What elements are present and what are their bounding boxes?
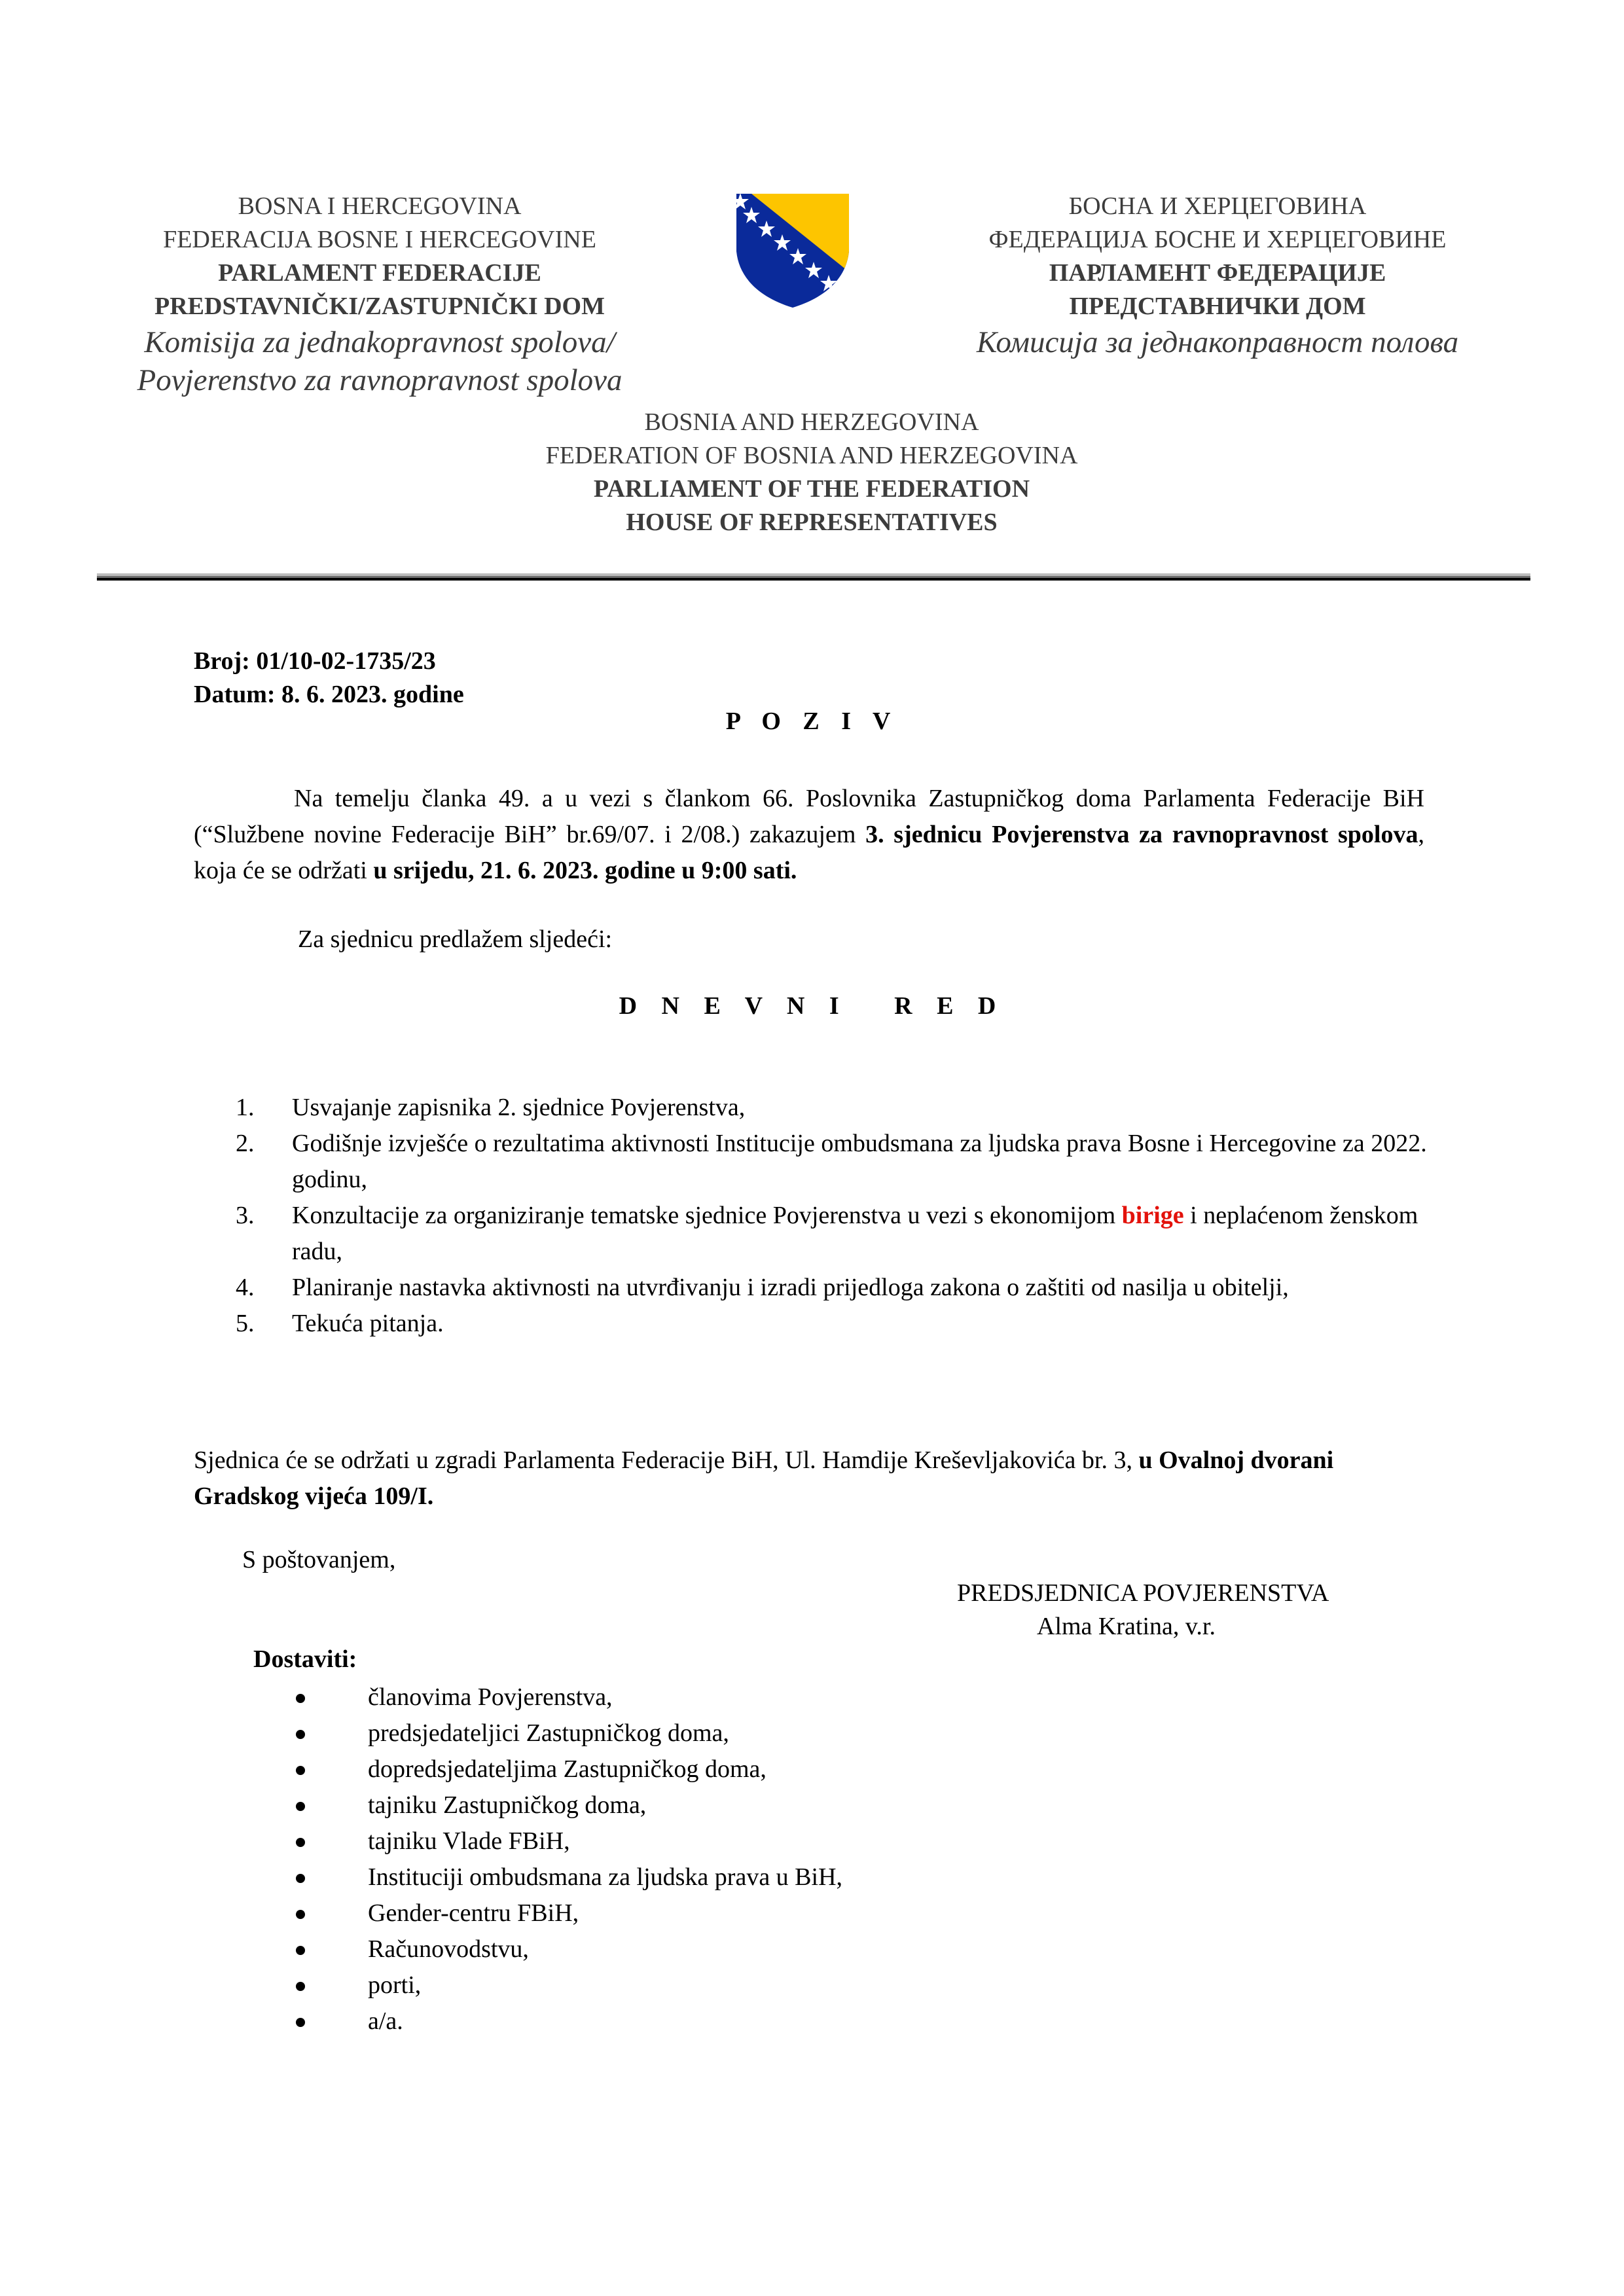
document-reference: [194, 645, 464, 711]
recipient-item: [288, 1787, 842, 1823]
agenda-title: D N E V N I R E D: [619, 992, 1005, 1020]
letterhead-federation-cyr: ФЕДЕРАЦИЈА БОСНЕ И ХЕРЦЕГОВИНЕ: [988, 226, 1447, 253]
agenda-item-number: 1.: [236, 1094, 255, 1121]
agenda-item-number: 5.: [236, 1310, 255, 1337]
agenda-item-text: Tekuća pitanja.: [292, 1310, 444, 1337]
letterhead-english: [419, 406, 1204, 539]
agenda-item: [236, 1126, 1427, 1198]
session-datetime: u srijedu, 21. 6. 2023. godine u 9:00 sati.: [373, 857, 797, 884]
letterhead-parliament-en: PARLIAMENT OF THE FEDERATION: [593, 475, 1030, 503]
recipient-text: Gender-centru FBiH,: [368, 1899, 579, 1927]
letterhead-commission-cyr: Комисија за једнакоправност полова: [976, 325, 1459, 359]
recipient-item: [288, 1931, 842, 1967]
recipient-text: Računovodstvu,: [368, 1935, 529, 1963]
distribution-list: [288, 1679, 842, 2039]
signatory-title: PREDSJEDNICA POVJERENSTVA: [957, 1579, 1329, 1607]
bullet-icon: [296, 1874, 305, 1883]
recipient-text: a/a.: [368, 2007, 403, 2035]
letterhead-house-en: HOUSE OF REPRESENTATIVES: [626, 509, 998, 536]
highlighted-word: birige: [1121, 1202, 1184, 1229]
agenda-item-number: 3.: [236, 1202, 255, 1229]
venue-text: Sjednica će se održati u zgradi Parlamenta Federacije BiH, Ul. Hamdije Kreševljakovića br. 3,: [194, 1446, 1139, 1474]
document-date: Datum: 8. 6. 2023. godine: [194, 681, 464, 708]
recipient-text: dopredsjedateljima Zastupničkog doma,: [368, 1755, 767, 1783]
recipient-item: [288, 1967, 842, 2003]
agenda-item-text: Godišnje izvješće o rezultatima aktivnosti Institucije ombudsmana za ljudska prava Bosne i Hercegovine za 2022. godinu,: [292, 1130, 1427, 1193]
letterhead-commission: Komisija za jednakopravnost spolova/: [144, 325, 615, 359]
paragraph-text: Na temelju članka 49. a u vezi s člankom 66. Poslovnika Zastupničkog doma Parlamenta Federacije BiH (“Službene novine Federacije BiH” br.69/07. i 2/08.) zakazujem: [194, 785, 1424, 848]
letterhead-parliament-cyr: ПАРЛАМЕНТ ФЕДЕРАЦИЈЕ: [1049, 259, 1386, 287]
document-title: P O Z I V: [725, 708, 899, 735]
agenda-item-text: Usvajanje zapisnika 2. sjednice Povjerenstva,: [292, 1094, 746, 1121]
recipient-item: [288, 1679, 842, 1715]
invitation-paragraph: [194, 781, 1424, 889]
recipient-item: [288, 2003, 842, 2039]
agenda-item: [236, 1090, 1427, 1126]
bullet-icon: [296, 1730, 305, 1739]
agenda-item: [236, 1198, 1427, 1270]
venue-paragraph: [194, 1443, 1424, 1515]
bullet-icon: [296, 1838, 305, 1847]
letterhead-house: PREDSTAVNIČKI/ZASTUPNIČKI DOM: [154, 293, 605, 320]
recipient-text: članovima Povjerenstva,: [368, 1683, 613, 1711]
letterhead-country-cyr: БОСНА И ХЕРЦЕГОВИНА: [1068, 192, 1367, 220]
agenda-item: [236, 1270, 1427, 1306]
letterhead-house-cyr: ПРЕДСТАВНИЧКИ ДОМ: [1069, 293, 1366, 320]
letterhead-cyrillic: [929, 190, 1506, 361]
bullet-icon: [296, 1910, 305, 1919]
recipient-item: [288, 1823, 842, 1859]
closing-regards: S poštovanjem,: [242, 1546, 396, 1573]
recipient-item: [288, 1751, 842, 1787]
bih-coat-of-arms-icon: [735, 192, 850, 308]
bullet-icon: [296, 2018, 305, 2027]
letterhead-federation-en: FEDERATION OF BOSNIA AND HERZEGOVINA: [545, 442, 1078, 469]
recipient-item: [288, 1715, 842, 1751]
letterhead-latin: [98, 190, 661, 399]
agenda-item-number: 2.: [236, 1130, 255, 1157]
agenda-intro: Za sjednicu predlažem sljedeći:: [298, 925, 613, 953]
document-number: Broj: 01/10-02-1735/23: [194, 647, 436, 675]
agenda-item-text: Planiranje nastavka aktivnosti na utvrđivanju i izradi prijedloga zakona o zaštiti od nasilja u obitelji,: [292, 1274, 1289, 1301]
recipient-text: porti,: [368, 1971, 422, 1999]
agenda-item: [236, 1306, 1427, 1342]
agenda-list: [236, 1090, 1427, 1342]
paragraph-text-2: , koja će se održati: [194, 821, 1424, 884]
bullet-icon: [296, 1694, 305, 1703]
bullet-icon: [296, 1802, 305, 1811]
session-name: 3. sjednicu Povjerenstva za ravnopravnost spolova: [865, 821, 1418, 848]
letterhead-country-en: BOSNIA AND HERZEGOVINA: [644, 408, 979, 436]
venue-room: u Ovalnoj dvorani Gradskog vijeća 109/I.: [194, 1446, 1334, 1510]
distribution-label: Dostaviti:: [253, 1645, 357, 1673]
recipient-text: tajniku Zastupničkog doma,: [368, 1791, 647, 1819]
recipient-item: [288, 1859, 842, 1895]
bullet-icon: [296, 1982, 305, 1991]
signatory-name: Alma Kratina, v.r.: [1037, 1613, 1216, 1640]
recipient-item: [288, 1895, 842, 1931]
agenda-item-text-after: i neplaćenom ženskom radu,: [292, 1202, 1418, 1265]
letterhead-country: BOSNA I HERCEGOVINA: [238, 192, 522, 220]
agenda-item-number: 4.: [236, 1274, 255, 1301]
recipient-text: tajniku Vlade FBiH,: [368, 1827, 570, 1855]
recipient-text: predsjedateljici Zastupničkog doma,: [368, 1719, 729, 1747]
agenda-item-text: Konzultacije za organiziranje tematske sjednice Povjerenstva u vezi s ekonomijom: [292, 1202, 1122, 1229]
bullet-icon: [296, 1766, 305, 1775]
letterhead-divider: [97, 573, 1530, 581]
bullet-icon: [296, 1946, 305, 1955]
letterhead-federation: FEDERACIJA BOSNE I HERCEGOVINE: [163, 226, 596, 253]
letterhead-committee: Povjerenstvo za ravnopravnost spolova: [137, 363, 623, 397]
letterhead-parliament: PARLAMENT FEDERACIJE: [218, 259, 541, 287]
recipient-text: Instituciji ombudsmana za ljudska prava u BiH,: [368, 1863, 843, 1891]
